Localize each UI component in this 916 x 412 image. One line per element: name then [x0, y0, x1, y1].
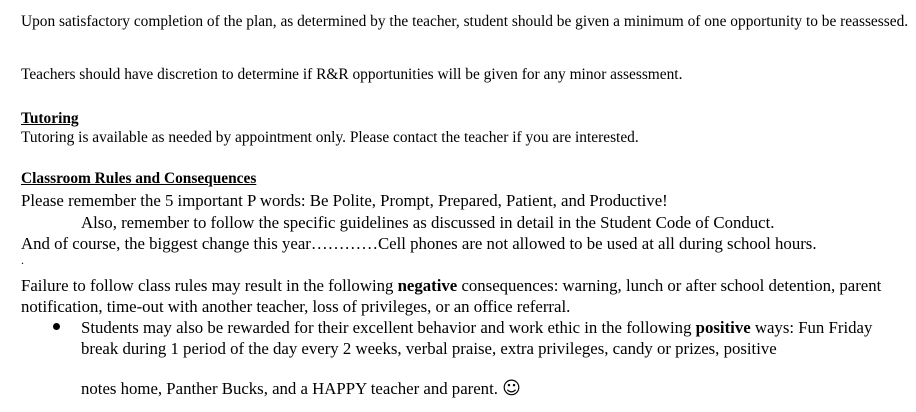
rewards-text-mid: ways: Fun Friday break during 1 period of the day every 2 weeks, verbal praise, extra privileges, candy or prizes, positive [81, 318, 873, 358]
consequences-paragraph [21, 275, 913, 317]
rewards-bullet [21, 317, 913, 399]
code-of-conduct-line: Also, remember to follow the specific guidelines as discussed in detail in the Student Code of Conduct. [81, 213, 775, 232]
consequences-text-start: Failure to follow class rules may result in the following [21, 276, 398, 295]
rewards-text [81, 317, 913, 359]
bullet-icon [53, 323, 60, 330]
negative-emphasis: negative [397, 276, 458, 295]
smiley-icon: ☺ [502, 378, 521, 399]
rules-heading: Classroom Rules and Consequences [21, 170, 257, 187]
p-words-line: Please remember the 5 important P words: Be Polite, Prompt, Prepared, Patient, and Productive! [21, 191, 668, 210]
tutoring-heading: Tutoring [21, 110, 79, 127]
positive-emphasis: positive [695, 318, 751, 337]
rewards-text-last-line [81, 378, 913, 399]
tutoring-text: Tutoring is available as needed by appointment only. Please contact the teacher if you are interested. [21, 129, 639, 146]
stray-dot: . [21, 253, 24, 267]
reassess-paragraph: Upon satisfactory completion of the plan, as determined by the teacher, student should be given a minimum of one opportunity to be reassessed. [21, 13, 909, 30]
discretion-paragraph: Teachers should have discretion to determine if R&R opportunities will be given for any minor assessment. [21, 66, 683, 83]
rewards-text-end: notes home, Panther Bucks, and a HAPPY teacher and parent. [81, 379, 503, 398]
consequences-text-end: consequences: warning, lunch or after school detention, parent notification, time-out with another teacher, loss of privileges, or an office referral. [21, 276, 882, 316]
cell-phone-line: And of course, the biggest change this year…………Cell phones are not allowed to be used at all during school hours. [21, 234, 817, 253]
rewards-text-start: Students may also be rewarded for their excellent behavior and work ethic in the following [81, 318, 696, 337]
